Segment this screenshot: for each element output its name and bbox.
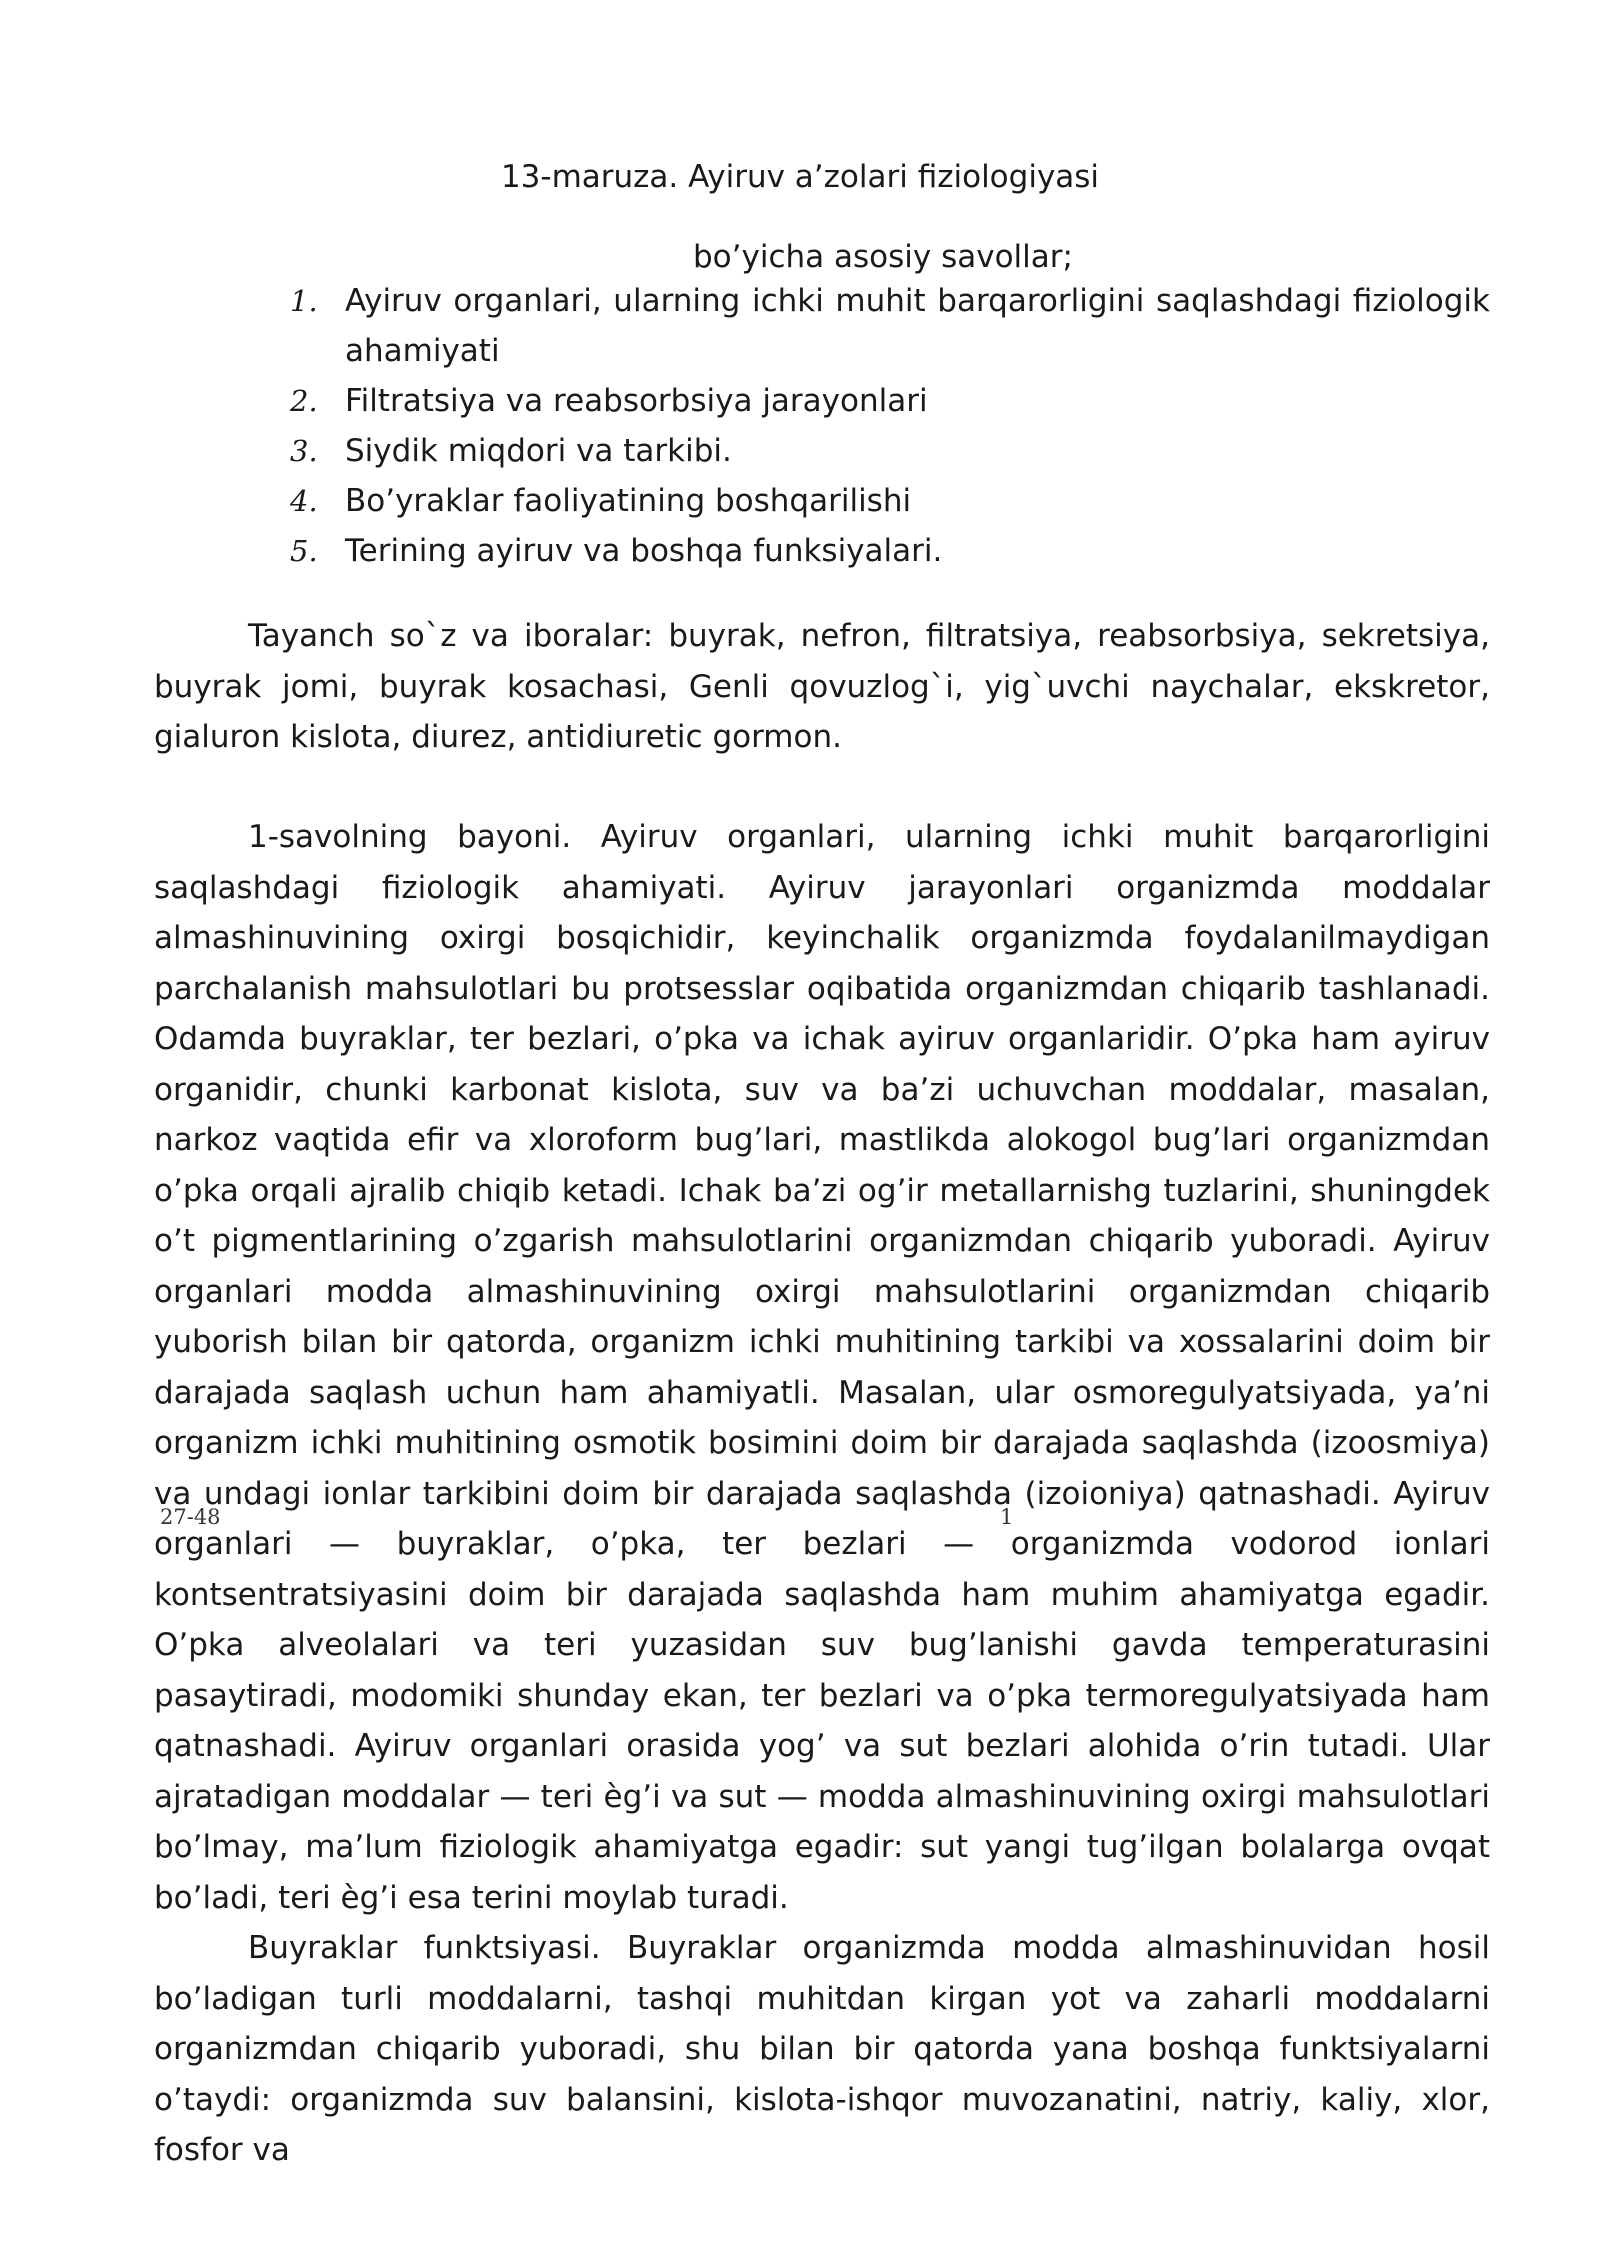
page-number: 1 [1000, 1505, 1014, 1529]
question-item [290, 376, 1490, 426]
question-text: Bo’yraklar faoliyatining boshqarilishi [345, 483, 912, 519]
question-number: 2. [290, 384, 318, 418]
question-text: Ayiruv organlari, ularning ichki muhit barqarorligini saqlashdagi fiziologik ahamiyati [345, 283, 1490, 369]
keywords-paragraph: Tayanch so`z va iboralar: buyrak, nefron, filtratsiya, reabsorbsiya, sekretsiya, buyrak jomi, buyrak kosachasi, Genli qovuzlog`i, yig`uvchi naychalar, ekskretor, gialuron kislota, diurez, antidiuretic gormon. [154, 618, 1490, 755]
keywords-section [154, 611, 1490, 763]
question-number: 5. [290, 534, 318, 568]
question-number: 3. [290, 434, 318, 468]
body-paragraph: 1-savolning bayoni. Ayiruv organlari, ularning ichki muhit barqarorligini saqlashdagi fiziologik ahamiyati. Ayiruv jarayonlari organizmda moddalar almashinuvining oxirgi bosqichidir, keyinchalik organizmda foydalanilmaydigan parchalanish mahsulotlari bu protsesslar oqibatida organizmdan chiqarib tashlanadi. Odamda buyraklar, ter bezlari, o’pka va ichak ayiruv organlaridir. O’pka ham ayiruv organidir, chunki karbonat kislota, suv va ba’zi uchuvchan moddalar, masalan, narkoz vaqtida efir va xloroform bug’lari, mastlikda alokogol bug’lari organizmdan o’pka orqali ajralib chiqib ketadi. Ichak ba’zi og’ir metallarnishg tuzlarini, shuningdek o’t pigmentlarining o’zgarish mahsulotlarini organizmdan chiqarib yuboradi. Ayiruv organlari modda almashinuvining oxirgi mahsulotlarini organizmdan chiqarib yuborish bilan bir qatorda, organizm ichki muhitining tarkibi va xossalarini doim bir darajada saqlash uchun ham ahamiyatli. Masalan, ular osmoregulyatsiyada, ya’ni organizm ichki muhitining osmotik bosimini doim bir darajada saqlashda (izoosmiya) va undagi ionlar tarkibini doim bir darajada saqlashda (izoioniya) qatnashadi. Ayiruv organlari — buyraklar, o’pka, ter bezlari — organizmda vodorod ionlari kontsentratsiyasini doim bir darajada saqlashda ham muhim ahamiyatga egadir. O’pka alveolalari va teri yuzasidan suv bug’lanishi gavda temperaturasini pasaytiradi, modomiki shunday ekan, ter bezlari va o’pka termoregulyatsiyada ham qatnashadi. Ayiruv organlari orasida yog’ va sut bezlari alohida o’rin tutadi. Ular ajratadigan moddalar — teri èg’i va sut — modda almashinuvining oxirgi mahsulotlari bo’lmay, ma’lum fiziologik ahamiyatga egadir: sut yangi tug’ilgan bolalarga ovqat bo’ladi, teri èg’i esa terini moylab turadi. [154, 819, 1490, 1916]
question-item [290, 276, 1490, 376]
body-paragraph: Buyraklar funktsiyasi. Buyraklar organizmda modda almashinuvidan hosil bo’ladigan turli moddalarni, tashqi muhitdan kirgan yot va zaharli moddalarni organizmdan chiqarib yuboradi, shu bilan bir qatorda yana boshqa funktsiyalarni o’taydi: organizmda suv balansini, kislota-ishqor muvozanatini, natriy, kaliy, xlor, fosfor va [154, 1930, 1490, 2168]
question-number: 4. [290, 484, 318, 518]
question-text: Siydik miqdori va tarkibi. [345, 433, 732, 469]
question-item [290, 426, 1490, 476]
question-item [290, 476, 1490, 526]
question-list [290, 276, 1490, 576]
footer-code: 27-48 [160, 1505, 221, 1529]
question-item [290, 526, 1490, 576]
lecture-body [154, 812, 1490, 2176]
document-title: 13-maruza. Ayiruv a’zolari fiziologiyasi [500, 159, 1100, 195]
question-text: Terining ayiruv va boshqa funksiyalari. [345, 533, 943, 569]
document-subtitle: bo’yicha asosiy savollar; [693, 239, 1073, 275]
question-text: Filtratsiya va reabsorbsiya jarayonlari [345, 383, 928, 419]
question-number: 1. [290, 284, 318, 318]
